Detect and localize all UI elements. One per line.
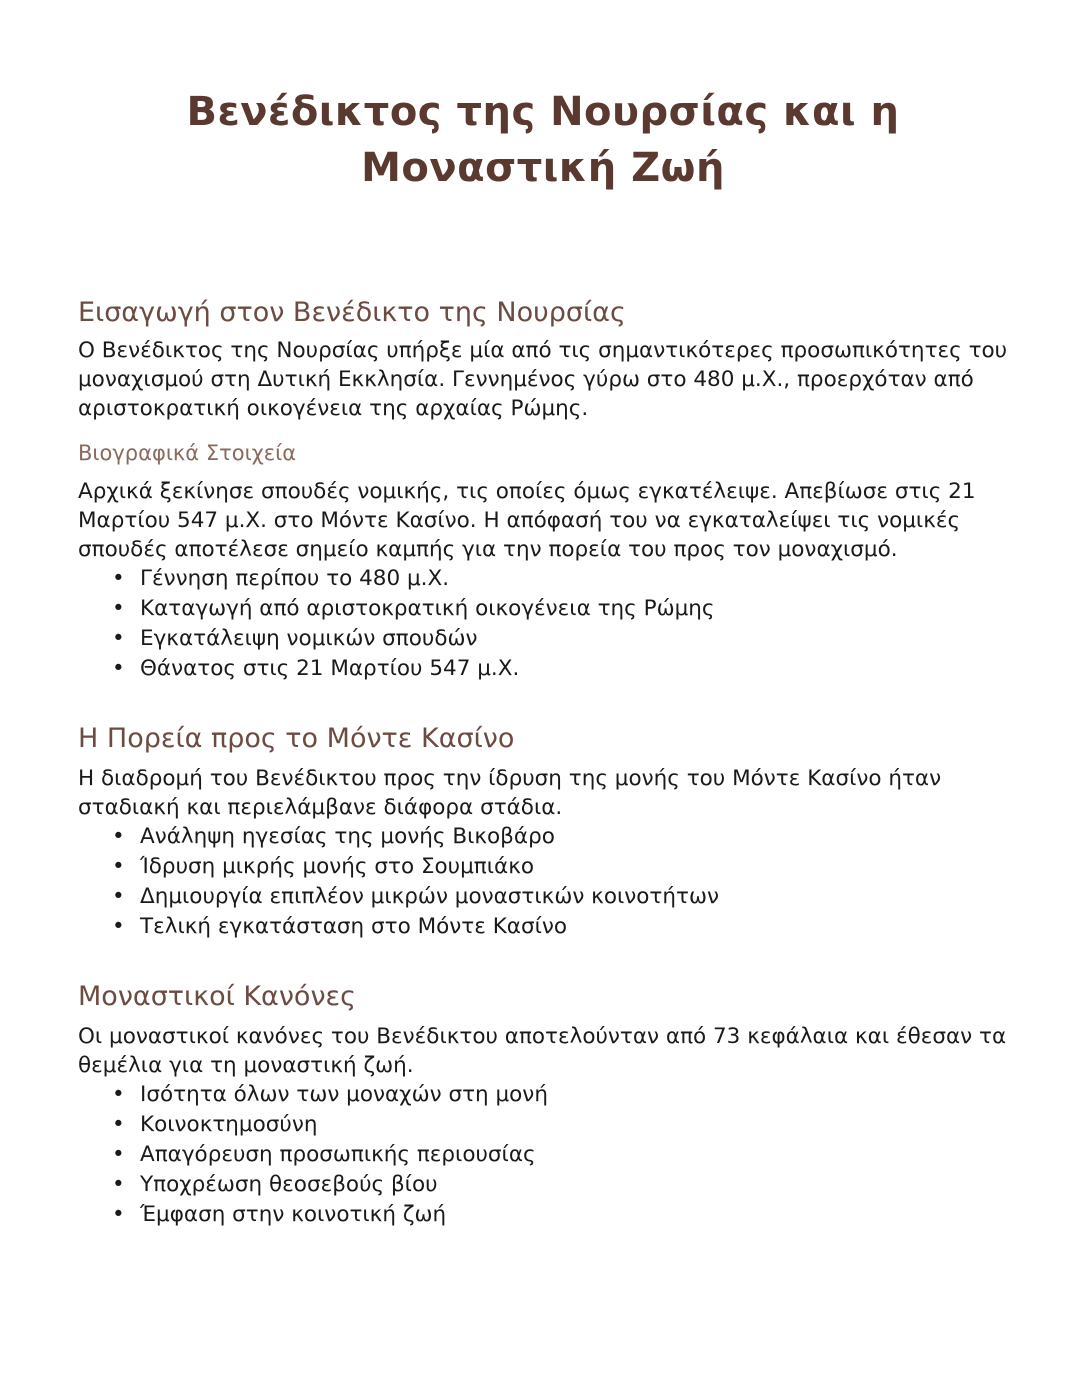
section-path-to-monte-cassino xyxy=(78,722,1008,942)
bullet-icon: • xyxy=(112,596,125,621)
bullet-icon: • xyxy=(112,914,125,939)
bullet-icon: • xyxy=(112,824,125,849)
list-item xyxy=(112,1200,1008,1230)
list-item xyxy=(112,1140,1008,1170)
bullet-icon: • xyxy=(112,656,125,681)
bullet-list xyxy=(78,1080,1008,1230)
section-heading: Εισαγωγή στον Βενέδικτο της Νουρσίας xyxy=(78,297,626,328)
list-item xyxy=(112,1110,1008,1140)
list-item xyxy=(112,1170,1008,1200)
list-item-text: Ίδρυση μικρής μονής στο Σουμπιάκο xyxy=(140,854,535,879)
bullet-icon: • xyxy=(112,884,125,909)
list-item xyxy=(112,1080,1008,1110)
list-item-text: Εγκατάλειψη νομικών σπουδών xyxy=(140,626,478,651)
list-item-text: Δημιουργία επιπλέον μικρών μοναστικών κοινοτήτων xyxy=(140,884,719,909)
document-title: Βενέδικτος της Νουρσίας και η Μοναστική Ζωή xyxy=(186,89,900,191)
section-monastic-rules xyxy=(78,980,1008,1230)
bullet-list xyxy=(78,822,1008,942)
list-item-text: Θάνατος στις 21 Μαρτίου 547 μ.Χ. xyxy=(140,656,520,681)
subsection-heading: Βιογραφικά Στοιχεία xyxy=(78,441,297,465)
bullet-icon: • xyxy=(112,854,125,879)
bullet-icon: • xyxy=(112,1082,125,1107)
bullet-list xyxy=(78,564,1008,684)
subsection-paragraph: Αρχικά ξεκίνησε σπουδές νομικής, τις οποίες όμως εγκατέλειψε. Απεβίωσε στις 21 Μαρτίου 547 μ.Χ. στο Μόντε Κασίνο. Η απόφασή του να εγκαταλείψει τις νομικές σπουδές αποτέλεσε σημείο καμπής για την πορεία του προς τον μοναχισμό. xyxy=(78,479,976,562)
section-paragraph: Η διαδρομή του Βενέδικτου προς την ίδρυση της μονής του Μόντε Κασίνο ήταν σταδιακή και περιελάμβανε διάφορα στάδια. xyxy=(78,766,942,820)
list-item xyxy=(112,624,1008,654)
list-item-text: Κοινοκτημοσύνη xyxy=(140,1112,318,1137)
list-item-text: Απαγόρευση προσωπικής περιουσίας xyxy=(140,1142,536,1167)
list-item xyxy=(112,822,1008,852)
list-item xyxy=(112,654,1008,684)
section-heading: Μοναστικοί Κανόνες xyxy=(78,981,356,1012)
section-paragraph: Ο Βενέδικτος της Νουρσίας υπήρξε μία από τις σημαντικότερες προσωπικότητες του μοναχισμού στη Δυτική Εκκλησία. Γεννημένος γύρω στο 480 μ.Χ., προερχόταν από αριστοκρατική οικογένεια της αρχαίας Ρώμης. xyxy=(78,338,1008,421)
bullet-icon: • xyxy=(112,1172,125,1197)
bullet-icon: • xyxy=(112,626,125,651)
list-item-text: Ισότητα όλων των μοναχών στη μονή xyxy=(140,1082,548,1107)
list-item-text: Γέννηση περίπου το 480 μ.Χ. xyxy=(140,566,450,591)
section-introduction xyxy=(78,296,1008,684)
list-item xyxy=(112,852,1008,882)
list-item xyxy=(112,594,1008,624)
document-page xyxy=(78,0,1008,1230)
list-item-text: Ανάληψη ηγεσίας της μονής Βικοβάρο xyxy=(140,824,555,849)
list-item-text: Τελική εγκατάσταση στο Μόντε Κασίνο xyxy=(140,914,568,939)
section-paragraph: Οι μοναστικοί κανόνες του Βενέδικτου αποτελούνταν από 73 κεφάλαια και έθεσαν τα θεμέλια για τη μοναστική ζωή. xyxy=(78,1024,1007,1078)
list-item-text: Έμφαση στην κοινοτική ζωή xyxy=(140,1202,447,1227)
bullet-icon: • xyxy=(112,1202,125,1227)
bullet-icon: • xyxy=(112,566,125,591)
list-item-text: Υποχρέωση θεοσεβούς βίου xyxy=(140,1172,438,1197)
section-heading: Η Πορεία προς το Μόντε Κασίνο xyxy=(78,723,515,754)
list-item-text: Καταγωγή από αριστοκρατική οικογένεια της Ρώμης xyxy=(140,596,715,621)
list-item xyxy=(112,882,1008,912)
list-item xyxy=(112,912,1008,942)
list-item xyxy=(112,564,1008,594)
bullet-icon: • xyxy=(112,1112,125,1137)
bullet-icon: • xyxy=(112,1142,125,1167)
